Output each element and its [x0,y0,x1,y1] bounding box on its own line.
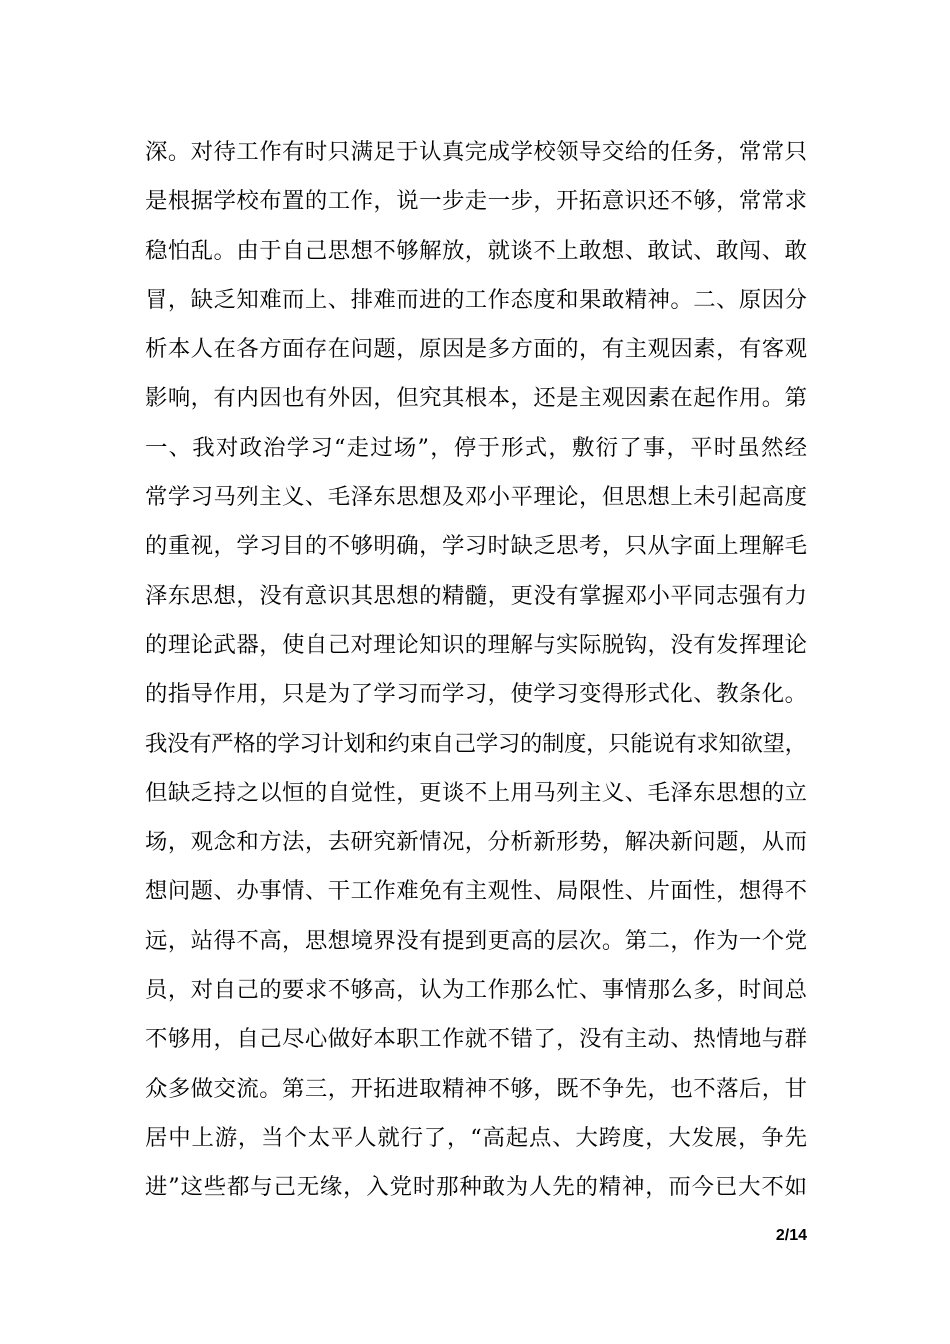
body-line: 稳怕乱。由于自己思想不够解放，就谈不上敢想、敢试、敢闯、敢 [145,237,808,264]
body-line: 的重视，学习目的不够明确，学习时缺乏思考，只从字面上理解毛 [145,533,808,560]
body-line: 冒，缺乏知难而上、排难而进的工作态度和果敢精神。二、原因分 [145,286,808,313]
body-line: 不够用，自己尽心做好本职工作就不错了，没有主动、热情地与群 [145,1026,808,1053]
body-line: 的理论武器，使自己对理论知识的理解与实际脱钩，没有发挥理论 [145,631,808,658]
body-line: 进”这些都与己无缘，入党时那种敢为人先的精神，而今已大不如 [145,1174,808,1201]
body-line: 但缺乏持之以恒的自觉性，更谈不上用马列主义、毛泽东思想的立 [145,779,808,806]
body-line: 我没有严格的学习计划和约束自己学习的制度，只能说有求知欲望， [145,730,807,757]
body-line: 析本人在各方面存在问题，原因是多方面的，有主观因素，有客观 [145,336,808,363]
body-line: 想问题、办事情、干工作难免有主观性、局限性、片面性，想得不 [145,878,808,905]
body-line: 的指导作用，只是为了学习而学习，使学习变得形式化、教条化。 [145,681,808,708]
body-line: 泽东思想，没有意识其思想的精髓，更没有掌握邓小平同志强有力 [145,582,808,609]
body-line: 众多做交流。第三，开拓进取精神不够，既不争先，也不落后，甘 [145,1075,808,1102]
page-number: 2/14 [775,1227,807,1244]
body-line: 常学习马列主义、毛泽东思想及邓小平理论，但思想上未引起高度 [145,484,808,511]
body-line: 远，站得不高，思想境界没有提到更高的层次。第二，作为一个党 [145,927,808,954]
body-line: 是根据学校布置的工作，说一步走一步，开拓意识还不够，常常求 [145,188,808,215]
body-line: 一、我对政治学习“走过场”，停于形式，敷衍了事，平时虽然经 [145,434,809,461]
body-line: 员，对自己的要求不够高，认为工作那么忙、事情那么多，时间总 [145,977,808,1004]
body-line: 深。对待工作有时只满足于认真完成学校领导交给的任务，常常只 [145,139,808,165]
body-text [145,128,807,1213]
body-line: 影响，有内因也有外因，但究其根本，还是主观因素在起作用。第 [145,385,808,412]
body-line: 场，观念和方法，去研究新情况，分析新形势，解决新问题，从而 [145,829,808,856]
body-line: 居中上游，当个太平人就行了，“高起点、大跨度，大发展，争先 [145,1124,808,1151]
